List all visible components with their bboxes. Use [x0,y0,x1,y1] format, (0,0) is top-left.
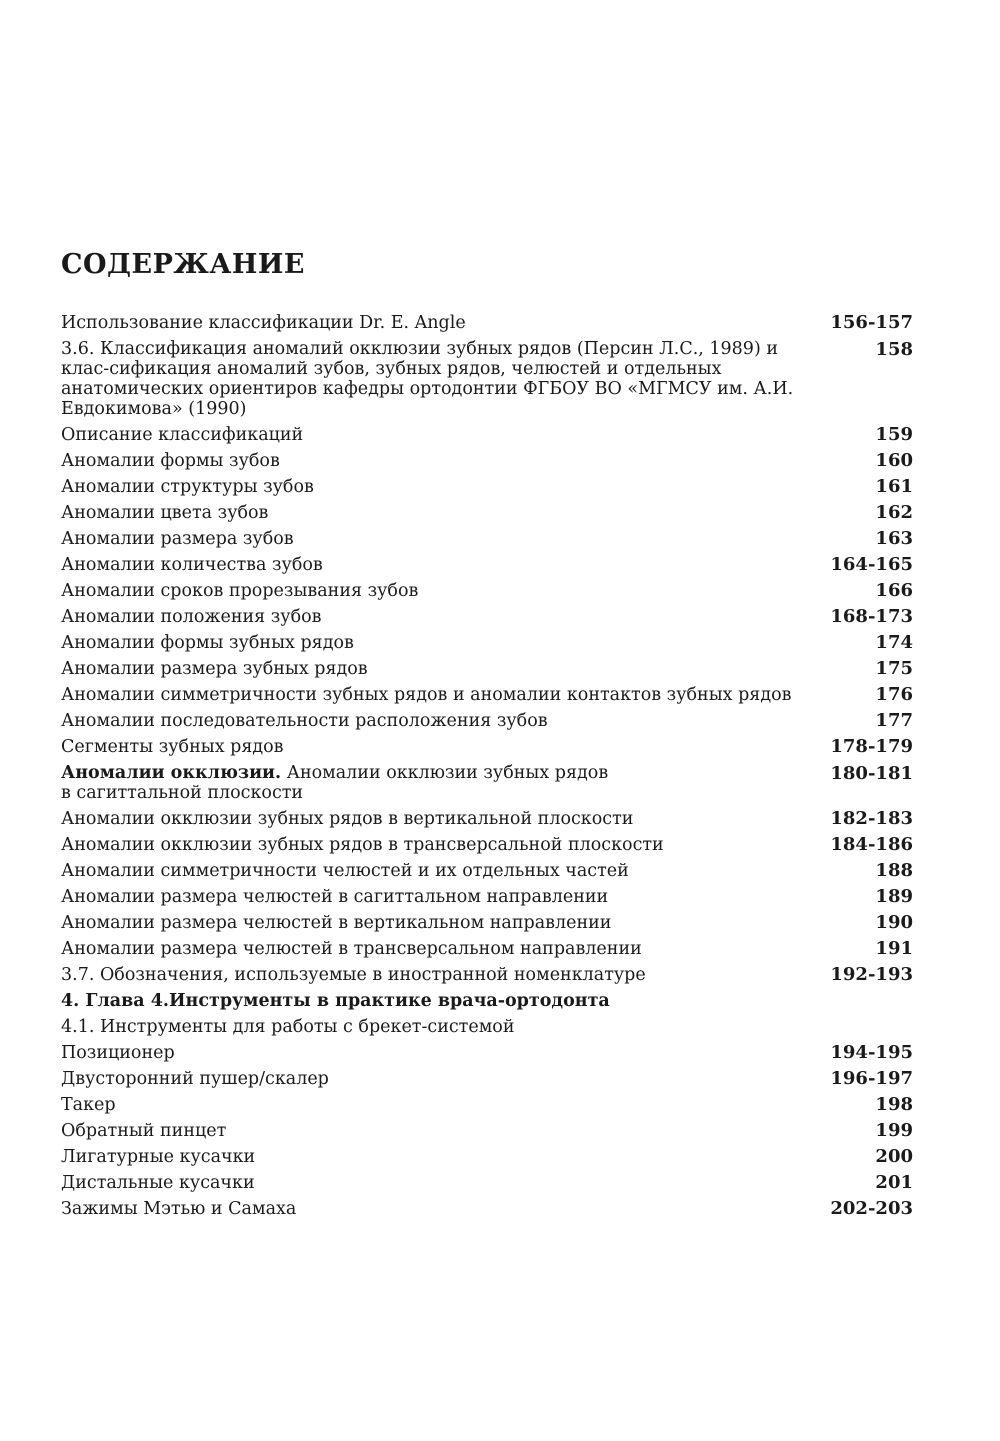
toc-entry [61,884,913,910]
toc-entry-text: Аномалии размера зубных рядов [61,659,368,679]
toc-entry-page: 184-186 [830,834,913,855]
toc-entry-text: Аномалии симметричности челюстей и их отдельных частей [61,861,629,881]
toc-entry [61,448,913,474]
page-title: СОДЕРЖАНИЕ [61,249,305,280]
toc-entry [61,552,913,578]
toc-entry [61,1118,913,1144]
toc-entry-text: Аномалии последовательности расположения зубов [61,711,548,731]
toc-entry-page: 200 [875,1146,913,1167]
toc-entry-page: 164-165 [830,554,913,575]
toc-entry-text: Дистальные кусачки [61,1173,255,1193]
toc-entry-text: 4.1. Инструменты для работы с брекет-системой [61,1017,515,1037]
toc-chapter-heading [61,988,913,1014]
toc-entry [61,858,913,884]
toc-entry-text: Аномалии количества зубов [61,555,323,575]
toc-entry-text: Лигатурные кусачки [61,1147,256,1167]
toc-entry-text: Обратный пинцет [61,1121,227,1141]
toc-entry-text: Аномалии окклюзии зубных рядов в вертикальной плоскости [61,809,634,829]
toc-entry [61,310,913,336]
toc-entry-text: Аномалии размера челюстей в сагиттальном направлении [61,887,609,907]
toc-entry [61,630,913,656]
toc-entry-page: 159 [875,424,913,445]
toc-entry [61,604,913,630]
toc-entry-page: 166 [875,580,913,601]
toc-entry-page: 158 [875,339,913,360]
toc-entry-text: Зажимы Мэтью и Самаха [61,1199,297,1219]
toc-entry [61,526,913,552]
toc-entry-text: Аномалии формы зубных рядов [61,633,354,653]
toc-entry-text: Аномалии размера челюстей в вертикальном направлении [61,913,612,933]
toc-entry-page: 177 [875,710,913,731]
toc-entry-text: Использование классификации Dr. E. Angle [61,313,466,333]
toc-entry [61,760,913,806]
toc-entry-page: 188 [875,860,913,881]
toc-entry [61,656,913,682]
toc-entry-text: Такер [61,1095,116,1115]
toc-entry-rest-text: Аномалии окклюзии зубных рядов в сагиттальной плоскости [61,763,609,803]
toc-page [61,248,913,1222]
chapter-title: 4. Глава 4.Инструменты в практике врача-ортодонта [61,991,610,1011]
toc-entry [61,1040,913,1066]
toc-entry-bold-text: Аномалии окклюзии. [61,763,282,783]
toc-entry [61,578,913,604]
toc-entry [61,1092,913,1118]
toc-entry-page: 201 [875,1172,913,1193]
toc-entry [61,708,913,734]
toc-entry [61,422,913,448]
toc-entry-text: Аномалии цвета зубов [61,503,269,523]
toc-entry-text [61,988,833,1014]
toc-entry-text: Двусторонний пушер/скалер [61,1069,329,1089]
toc-entry-page: 156-157 [830,312,913,333]
toc-entry-page: 192-193 [830,964,913,985]
toc-entry-page: 160 [875,450,913,471]
toc-entry-text: Аномалии структуры зубов [61,477,314,497]
toc-entry-page: 196-197 [830,1068,913,1089]
toc-entry [61,500,913,526]
toc-entry-page: 202-203 [830,1198,913,1219]
toc-entry-page: 168-173 [830,606,913,627]
toc-entry-text: Аномалии сроков прорезывания зубов [61,581,419,601]
toc-entry-text: Аномалии положения зубов [61,607,322,627]
toc-entry [61,1144,913,1170]
toc-entry-text: 3.6. Классификация аномалий окклюзии зубных рядов (Персин Л.С., 1989) и клас-сификация аномалий зубов, зубных рядов, челюстей и отдельных анатомических ориентиров кафедры ортодонтии ФГБОУ ВО «МГМСУ им. А.И. Евдокимова» (1990) [61,339,794,419]
toc-entry-page: 161 [875,476,913,497]
toc-entry-page: 182-183 [830,808,913,829]
toc-entry-page: 198 [875,1094,913,1115]
toc-entry-page: 180-181 [830,763,913,784]
toc-entry-page: 199 [875,1120,913,1141]
toc-entry-page: 189 [875,886,913,907]
toc-entry-page: 194-195 [830,1042,913,1063]
toc-entry-page: 191 [875,938,913,959]
toc-entry [61,832,913,858]
toc-entry-page: 162 [875,502,913,523]
toc-entry-text: Аномалии симметричности зубных рядов и аномалии контактов зубных рядов [61,685,792,705]
toc-entry-text: Описание классификаций [61,425,304,445]
toc-entry [61,910,913,936]
toc-entry [61,336,913,422]
toc-entry-page: 174 [875,632,913,653]
toc-entry [61,936,913,962]
toc-entry-text: Аномалии размера зубов [61,529,294,549]
toc-entry [61,962,913,988]
toc-entry-text [61,763,651,803]
toc-entry-page: 178-179 [830,736,913,757]
toc-entry [61,1196,913,1222]
toc-entry [61,806,913,832]
toc-entry-text: Аномалии окклюзии зубных рядов в трансверсальной плоскости [61,835,664,855]
toc-entry-text: Сегменты зубных рядов [61,737,284,757]
toc-entry [61,474,913,500]
toc-entry-page: 175 [875,658,913,679]
toc-entry [61,1170,913,1196]
toc-entry-text: Позиционер [61,1043,175,1063]
toc-entry [61,734,913,760]
toc-entry-text: Аномалии размера челюстей в трансверсальном направлении [61,939,642,959]
toc-entry-text: 3.7. Обозначения, используемые в иностранной номенклатуре [61,965,646,985]
toc-entry-page: 190 [875,912,913,933]
toc-entry [61,682,913,708]
toc-entry-text: Аномалии формы зубов [61,451,280,471]
toc-section-heading [61,1014,913,1040]
toc-entry-page: 163 [875,528,913,549]
toc-entry [61,1066,913,1092]
toc-entry-page: 176 [875,684,913,705]
